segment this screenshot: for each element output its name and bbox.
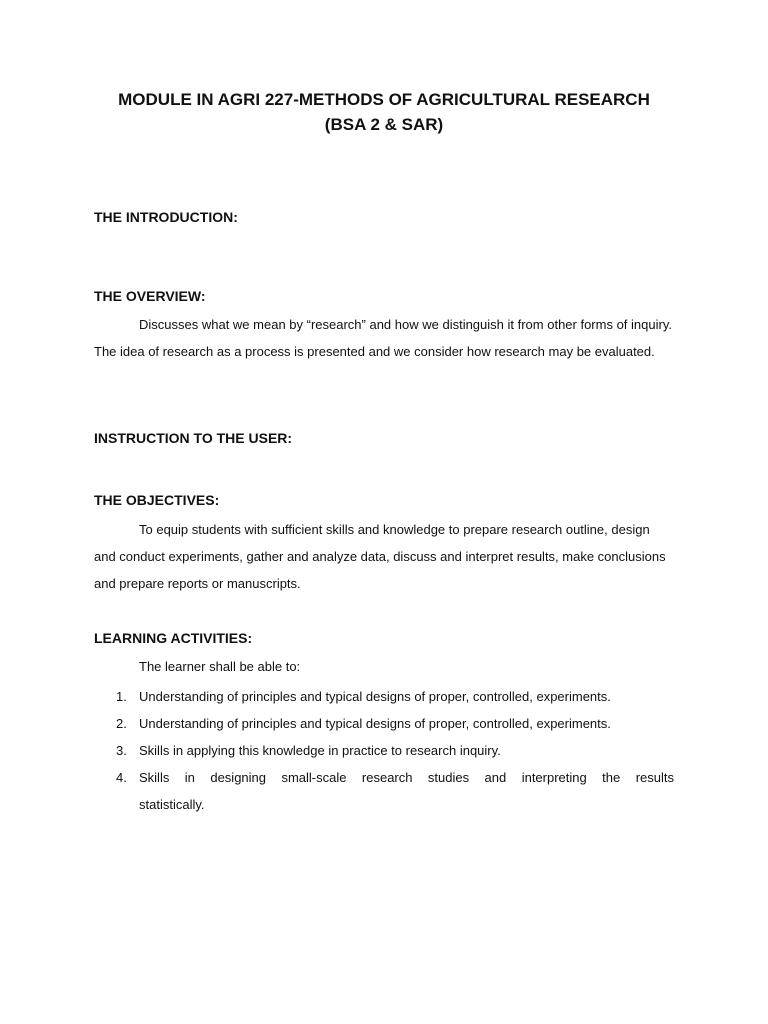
list-item xyxy=(94,710,674,737)
activities-list xyxy=(94,683,674,818)
document-title-line-2: (BSA 2 & SAR) xyxy=(324,115,444,134)
list-item-text: Understanding of principles and typical designs of proper, controlled, experiments. xyxy=(139,716,611,731)
overview-paragraph xyxy=(94,311,674,365)
list-item-number: 4. xyxy=(116,770,127,785)
overview-text: Discusses what we mean by “research” and how we distinguish it from other forms of inquiry. The idea of research as a process is presented and we consider how research may be evaluated. xyxy=(94,317,672,359)
instruction-heading: INSTRUCTION TO THE USER: xyxy=(94,430,293,446)
overview-heading: THE OVERVIEW: xyxy=(94,288,206,304)
list-item-number: 1. xyxy=(116,689,127,704)
list-item-text: Skills in applying this knowledge in practice to research inquiry. xyxy=(139,743,501,758)
list-item-number: 3. xyxy=(116,743,127,758)
document-title-line-1: MODULE IN AGRI 227-METHODS OF AGRICULTURAL RESEARCH xyxy=(118,90,650,109)
list-item xyxy=(94,737,674,764)
list-item-text: Skills in designing small-scale research studies and interpreting the results xyxy=(139,770,674,785)
list-item-number: 2. xyxy=(116,716,127,731)
objectives-text: To equip students with sufficient skills and knowledge to prepare research outline, design and conduct experiments, gather and analyze data, discuss and interpret results, make conclusions and prepare reports or manuscripts. xyxy=(94,522,666,591)
introduction-heading: THE INTRODUCTION: xyxy=(94,209,238,225)
learning-activities-heading: LEARNING ACTIVITIES: xyxy=(94,630,253,646)
list-item xyxy=(94,764,674,818)
list-item-text-continued: statistically. xyxy=(139,797,205,812)
objectives-paragraph xyxy=(94,516,674,597)
learner-intro: The learner shall be able to: xyxy=(139,659,301,674)
objectives-heading: THE OBJECTIVES: xyxy=(94,492,220,508)
list-item-text: Understanding of principles and typical designs of proper, controlled, experiments. xyxy=(139,689,611,704)
list-item xyxy=(94,683,674,710)
